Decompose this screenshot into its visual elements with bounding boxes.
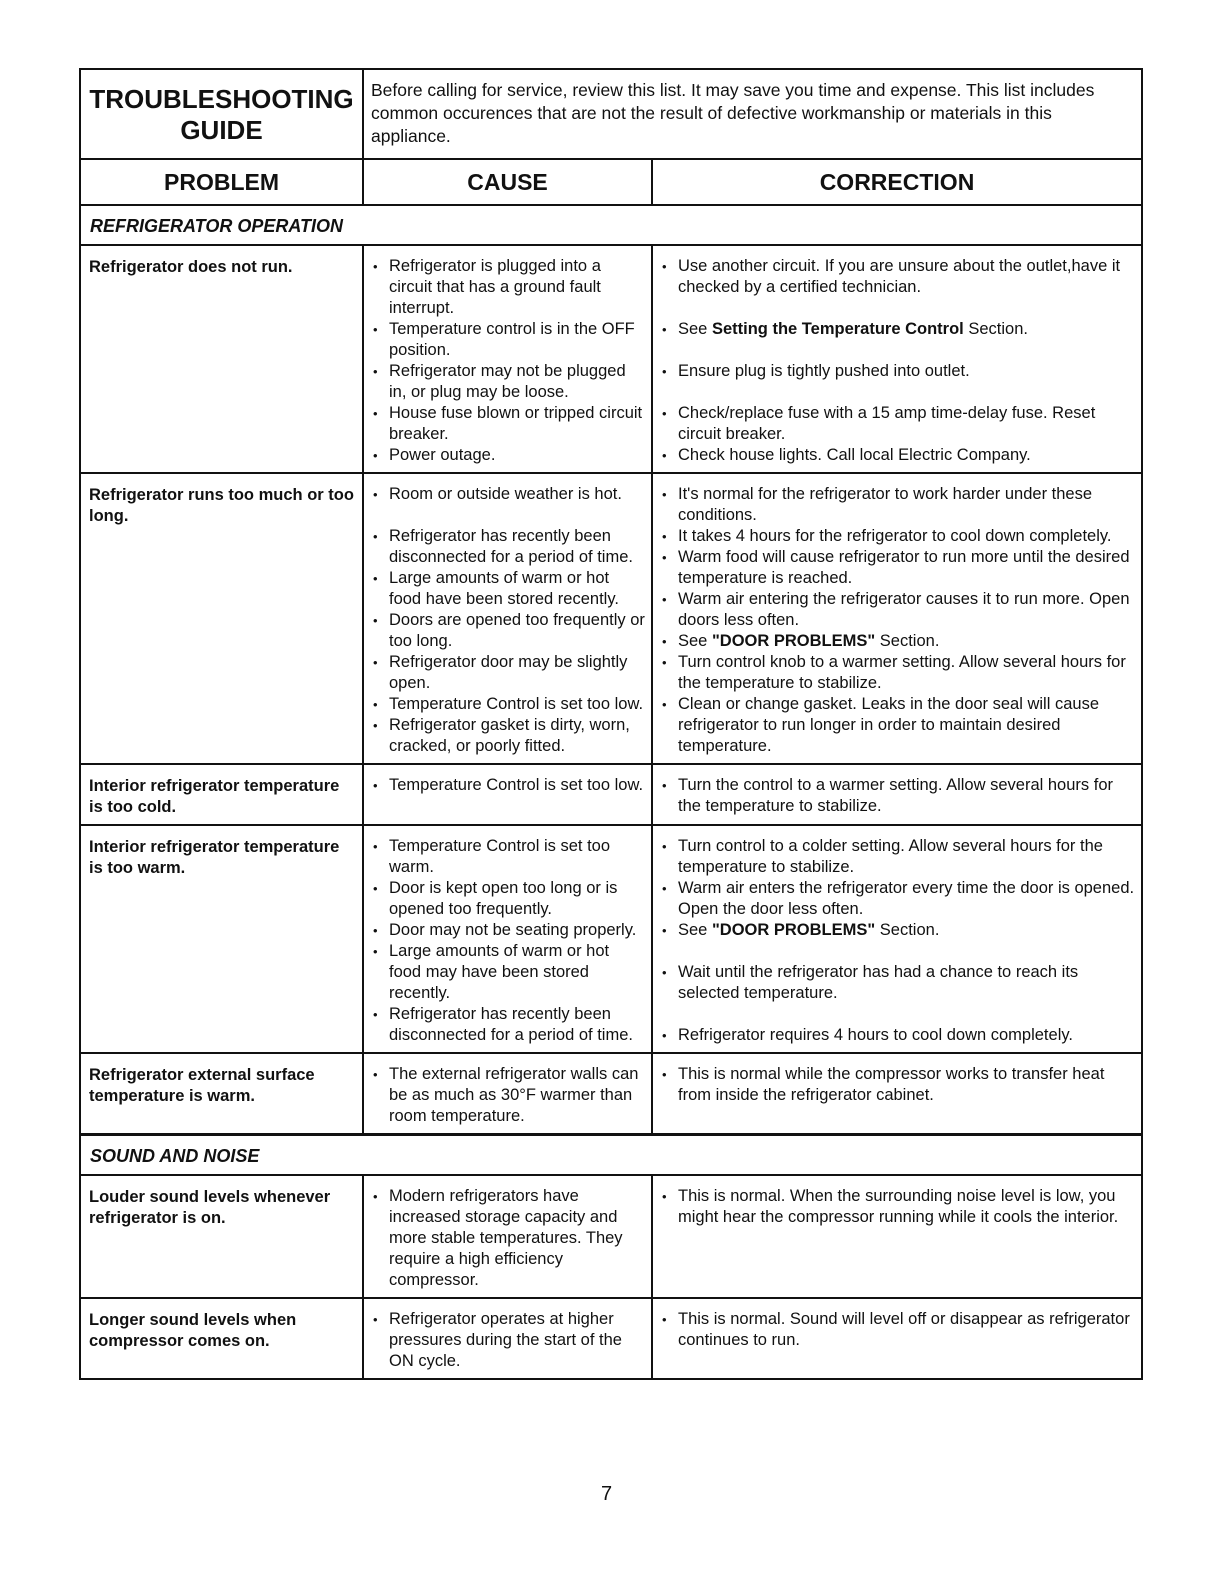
correction-cell xyxy=(653,765,1141,824)
cause-item: • Refrigerator is plugged into a circuit that has a ground fault interrupt. xyxy=(364,256,651,319)
correction-list xyxy=(653,256,1141,466)
correction-cell xyxy=(653,1054,1141,1133)
cause-item: • Refrigerator operates at higher pressures during the start of the ON cycle. xyxy=(364,1309,651,1372)
cause-cell xyxy=(364,246,653,472)
correction-item: • See "DOOR PROBLEMS" Section. xyxy=(653,920,1141,941)
correction-item: • Warm air entering the refrigerator causes it to run more. Open doors less often. xyxy=(653,589,1141,631)
cause-item: • Power outage. xyxy=(364,445,651,466)
cause-item: • Temperature control is in the OFF position. xyxy=(364,319,651,361)
cause-item: • Refrigerator has recently been disconnected for a period of time. xyxy=(364,526,651,568)
table-row xyxy=(81,1176,1141,1299)
correction-item: • It takes 4 hours for the refrigerator to cool down completely. xyxy=(653,526,1141,547)
table-row xyxy=(81,826,1141,1054)
cause-item: • Modern refrigerators have increased storage capacity and more stable temperatures. They require a high efficiency compressor. xyxy=(364,1186,651,1291)
table-header xyxy=(81,70,1141,160)
cause-list xyxy=(364,1186,651,1291)
table-row xyxy=(81,1299,1141,1378)
problem-cell: Louder sound levels whenever refrigerator is on. xyxy=(81,1176,364,1297)
correction-item: • See Setting the Temperature Control Section. xyxy=(653,319,1141,340)
cause-list xyxy=(364,1064,651,1127)
cause-cell xyxy=(364,1176,653,1297)
guide-title-line2: GUIDE xyxy=(180,115,263,145)
correction-item: • Ensure plug is tightly pushed into outlet. xyxy=(653,361,1141,382)
cause-item: • Refrigerator may not be plugged in, or plug may be loose. xyxy=(364,361,651,403)
section-sound-and-noise: SOUND AND NOISE xyxy=(81,1135,1141,1176)
guide-intro: Before calling for service, review this list. It may save you time and expense. This list includes common occurences that are not the result of defective workmanship or materials in this appliance. xyxy=(371,80,1095,146)
emphasis-text: "DOOR PROBLEMS" xyxy=(711,921,876,939)
correction-list xyxy=(653,484,1141,757)
column-header-correction: CORRECTION xyxy=(819,169,975,195)
correction-cell xyxy=(653,1176,1141,1297)
correction-cell xyxy=(653,474,1141,763)
cause-list xyxy=(364,1309,651,1372)
problem-cell: Refrigerator runs too much or too long. xyxy=(81,474,364,763)
column-headers xyxy=(81,160,1141,206)
operation-rows xyxy=(81,246,1141,1135)
table-row xyxy=(81,474,1141,765)
correction-item: • Warm food will cause refrigerator to run more until the desired temperature is reached. xyxy=(653,547,1141,589)
cause-cell xyxy=(364,826,653,1052)
correction-item: • Turn control to a colder setting. Allow several hours for the temperature to stabilize. xyxy=(653,836,1141,878)
cause-list xyxy=(364,775,651,796)
cause-item: • Room or outside weather is hot. xyxy=(364,484,651,505)
correction-cell xyxy=(653,1299,1141,1378)
table-row xyxy=(81,1054,1141,1135)
cause-item: • Door is kept open too long or is opened too frequently. xyxy=(364,878,651,920)
problem-cell: Interior refrigerator temperature is too cold. xyxy=(81,765,364,824)
correction-list xyxy=(653,775,1141,817)
problem-cell: Longer sound levels when compressor comes on. xyxy=(81,1299,364,1378)
guide-title xyxy=(81,70,364,158)
cause-item: • Refrigerator has recently been disconnected for a period of time. xyxy=(364,1004,651,1046)
problem-cell: Interior refrigerator temperature is too warm. xyxy=(81,826,364,1052)
correction-item: • Check house lights. Call local Electric Company. xyxy=(653,445,1141,466)
correction-item: • This is normal while the compressor works to transfer heat from inside the refrigerator cabinet. xyxy=(653,1064,1141,1106)
page-number: 7 xyxy=(600,1483,613,1505)
cause-item: • Refrigerator gasket is dirty, worn, cracked, or poorly fitted. xyxy=(364,715,651,757)
emphasis-text: "DOOR PROBLEMS" xyxy=(711,632,876,650)
correction-item: • Use another circuit. If you are unsure about the outlet,have it checked by a certified technician. xyxy=(653,256,1141,298)
cause-list xyxy=(364,484,651,757)
correction-list xyxy=(653,1309,1141,1351)
cause-list xyxy=(364,256,651,466)
cause-cell xyxy=(364,474,653,763)
correction-item: • Warm air enters the refrigerator every time the door is opened. Open the door less often. xyxy=(653,878,1141,920)
problem-cell: Refrigerator does not run. xyxy=(81,246,364,472)
column-header-cause: CAUSE xyxy=(364,160,653,204)
correction-item: • Turn control knob to a warmer setting. Allow several hours for the temperature to stabilize. xyxy=(653,652,1141,694)
noise-rows xyxy=(81,1176,1141,1378)
correction-list xyxy=(653,836,1141,1046)
guide-title-line1: TROUBLESHOOTING xyxy=(89,84,354,114)
correction-list xyxy=(653,1064,1141,1106)
cause-cell xyxy=(364,1054,653,1133)
cause-item: • The external refrigerator walls can be as much as 30°F warmer than room temperature. xyxy=(364,1064,651,1127)
troubleshooting-page xyxy=(79,68,1143,1380)
cause-item: • Temperature Control is set too low. xyxy=(364,775,651,796)
correction-list xyxy=(653,1186,1141,1228)
correction-item: • Check/replace fuse with a 15 amp time-delay fuse. Reset circuit breaker. xyxy=(653,403,1141,445)
correction-cell xyxy=(653,826,1141,1052)
correction-item: • It's normal for the refrigerator to work harder under these conditions. xyxy=(653,484,1141,526)
section-refrigerator-operation: REFRIGERATOR OPERATION xyxy=(81,206,1141,246)
cause-cell xyxy=(364,765,653,824)
table-row xyxy=(81,246,1141,474)
cause-item: • Temperature Control is set too warm. xyxy=(364,836,651,878)
correction-cell xyxy=(653,246,1141,472)
correction-item: • Turn the control to a warmer setting. Allow several hours for the temperature to stabilize. xyxy=(653,775,1141,817)
table-row xyxy=(81,765,1141,826)
problem-cell: Refrigerator external surface temperature is warm. xyxy=(81,1054,364,1133)
cause-list xyxy=(364,836,651,1046)
correction-item: • Refrigerator requires 4 hours to cool down completely. xyxy=(653,1025,1141,1046)
correction-item: • This is normal. Sound will level off or disappear as refrigerator continues to run. xyxy=(653,1309,1141,1351)
correction-item: • This is normal. When the surrounding noise level is low, you might hear the compressor running while it cools the interior. xyxy=(653,1186,1141,1228)
column-header-problem: PROBLEM xyxy=(81,160,364,204)
troubleshooting-table xyxy=(79,68,1143,1380)
cause-item: • Large amounts of warm or hot food have been stored recently. xyxy=(364,568,651,610)
correction-item: • See "DOOR PROBLEMS" Section. xyxy=(653,631,1141,652)
cause-item: • House fuse blown or tripped circuit breaker. xyxy=(364,403,651,445)
cause-item: • Doors are opened too frequently or too long. xyxy=(364,610,651,652)
emphasis-text: Setting the Temperature Control xyxy=(711,320,964,338)
cause-cell xyxy=(364,1299,653,1378)
correction-item: • Wait until the refrigerator has had a chance to reach its selected temperature. xyxy=(653,962,1141,1004)
cause-item: • Refrigerator door may be slightly open. xyxy=(364,652,651,694)
cause-item: • Door may not be seating properly. xyxy=(364,920,651,941)
cause-item: • Large amounts of warm or hot food may have been stored recently. xyxy=(364,941,651,1004)
correction-item: • Clean or change gasket. Leaks in the door seal will cause refrigerator to run longer in order to maintain desired temperature. xyxy=(653,694,1141,757)
cause-item: • Temperature Control is set too low. xyxy=(364,694,651,715)
